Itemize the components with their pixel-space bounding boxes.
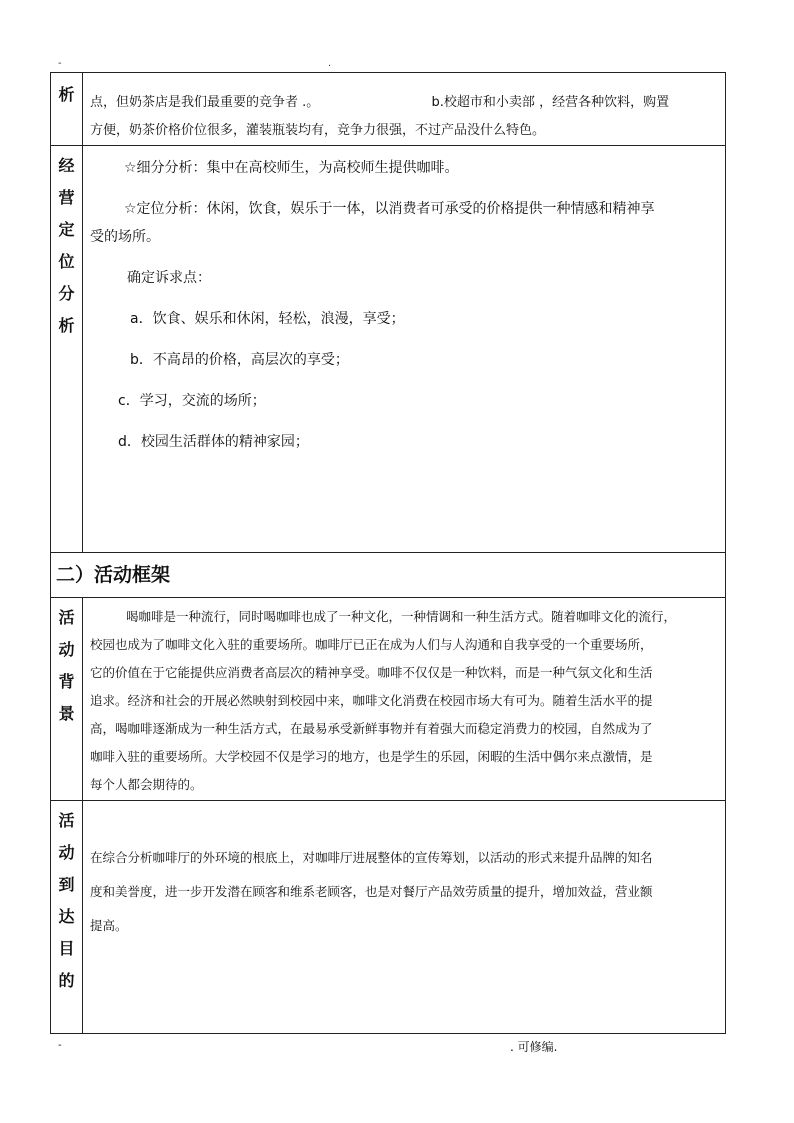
background-line: 喝咖啡是一种流行，同时喝咖啡也成了一种文化，一种情调和一种生活方式。随着咖啡文化的流行，	[126, 609, 677, 624]
label-char: 定	[58, 220, 75, 239]
label-char: 分	[58, 284, 75, 303]
background-line: 咖啡入驻的重要场所。大学校园不仅是学习的地方，也是学生的乐园，闲暇的生活中偶尔来点激情，是	[90, 749, 653, 764]
label-char: 位	[58, 252, 75, 271]
label-char: 经	[58, 156, 75, 175]
footer-editable-note: . 可修编.	[510, 1040, 558, 1054]
background-text	[83, 598, 726, 801]
table-row-goal	[51, 801, 726, 1034]
appeal-item-c: c．学习，交流的场所；	[118, 393, 266, 409]
analysis-text	[83, 73, 726, 146]
label-char: 动	[58, 640, 75, 659]
header-center-mark: .	[328, 58, 332, 69]
footer-left-mark: -	[58, 1040, 62, 1051]
row-label-analysis	[51, 73, 83, 146]
label-char: 析	[58, 85, 75, 104]
appeal-item-a: a．饮食、娱乐和休闲，轻松，浪漫，享受；	[130, 311, 405, 327]
positioning-text	[83, 146, 726, 553]
segment-analysis: ☆细分分析：集中在高校师生，为高校师生提供咖啡。	[124, 160, 459, 176]
label-char: 背	[58, 672, 75, 691]
label-char: 目	[58, 939, 75, 958]
row-label-positioning	[51, 146, 83, 553]
table-row-analysis	[51, 73, 726, 146]
row-label-goal	[51, 801, 83, 1034]
label-char: 动	[58, 843, 75, 862]
position-analysis-line1: ☆定位分析：休闲，饮食，娱乐于一体，以消费者可承受的价格提供一种情感和精神享	[124, 201, 655, 217]
goal-text	[83, 801, 726, 1034]
table-row-background	[51, 598, 726, 801]
background-line: 它的价值在于它能提供应消费者高层次的精神享受。咖啡不仅仅是一种饮料，而是一种气氛文化和生活	[90, 665, 653, 680]
background-line: 追求。经济和社会的开展必然映射到校园中来，咖啡文化消费在校园市场大有可为。随着生活水平的提	[90, 693, 653, 708]
background-line: 每个人都会期待的。	[90, 777, 203, 792]
row-label-background	[51, 598, 83, 801]
goal-line: 度和美誉度，进一步开发潜在顾客和维系老顾客，也是对餐厅产品效劳质量的提升，增加效益，营业额	[90, 884, 653, 899]
header-left-mark: -	[58, 58, 62, 69]
label-char: 活	[58, 811, 75, 830]
label-char: 营	[58, 188, 75, 207]
background-line: 高，喝咖啡逐渐成为一种生活方式，在最易承受新鲜事物并有着强大而稳定消费力的校园，自然成为了	[90, 721, 653, 736]
label-char: 到	[58, 875, 75, 894]
label-char: 的	[58, 971, 75, 990]
analysis-line2: 方便，奶茶价格价位很多，灌装瓶装均有，竞争力很强，不过产品没什么特色。	[90, 123, 546, 138]
label-char: 活	[58, 608, 75, 627]
background-line: 校园也成为了咖啡文化入驻的重要场所。咖啡厅已正在成为人们与人沟通和自我享受的一个重要场所，	[90, 637, 653, 652]
goal-line: 在综合分析咖啡厅的外环境的根底上，对咖啡厅进展整体的宣传筹划，以活动的形式来提升品牌的知名	[90, 850, 653, 865]
appeal-title: 确定诉求点：	[127, 270, 211, 286]
goal-line: 提高。	[90, 918, 128, 933]
section-title: 二）活动框架	[51, 553, 726, 598]
label-char: 达	[58, 907, 75, 926]
analysis-line1-a: 点，但奶茶店是我们最重要的竞争者 .。	[90, 95, 320, 110]
table-row-section	[51, 553, 726, 598]
position-analysis-line2: 受的场所。	[90, 229, 160, 245]
appeal-item-b: b．不高昂的价格，高层次的享受；	[130, 352, 349, 368]
document-table	[50, 72, 726, 1034]
appeal-item-d: d．校园生活群体的精神家园；	[118, 434, 309, 450]
label-char: 析	[58, 316, 75, 335]
analysis-line1-b: b.校超市和小卖部 ，经营各种饮料，购置	[431, 95, 670, 110]
table-row-positioning	[51, 146, 726, 553]
label-char: 景	[58, 704, 75, 723]
